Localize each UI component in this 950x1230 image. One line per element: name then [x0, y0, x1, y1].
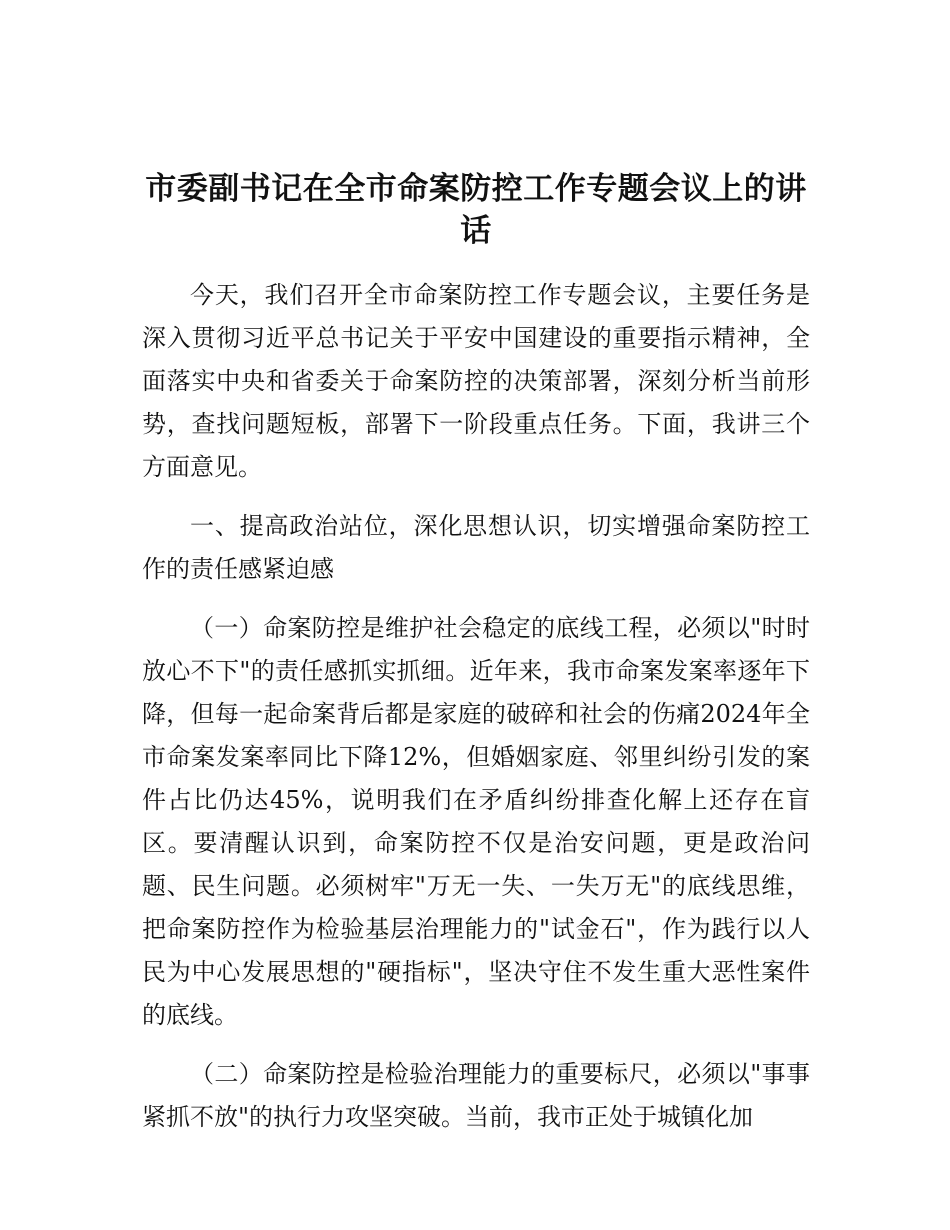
document-title: 市委副书记在全市命案防控工作专题会议上的讲话 — [145, 171, 807, 249]
section-heading-one: 一、提高政治站位，深化思想认识，切实增强命案防控工作的责任感紧迫感 — [142, 512, 810, 583]
paragraph-subsection-one: （一）命案防控是维护社会稳定的底线工程，必须以"时时放心不下"的责任感抓实抓细。近年来，我市命案发案率逐年下降，但每一起命案背后都是家庭的破碎和社会的伤痛2024年全市命案发案率同比下降12%，但婚姻家庭、邻里纠纷引发的案件占比仍达45%，说明我们在矛盾纠纷排查化解上还存在盲区。要清醒认识到，命案防控不仅是治安问题，更是政治问题、民生问题。必须树牢"万无一失、一失万无"的底线思维，把命案防控作为检验基层治理能力的"试金石"，作为践行以人民为中心发展思想的"硬指标"，坚决守住不发生重大恶性案件的底线。 — [142, 614, 810, 1029]
document-body — [142, 168, 810, 1155]
paragraph-subsection-two: （二）命案防控是检验治理能力的重要标尺，必须以"事事紧抓不放"的执行力攻坚突破。当前，我市正处于城镇化加 — [142, 1060, 810, 1131]
paragraph-intro: 今天，我们召开全市命案防控工作专题会议，主要任务是深入贯彻习近平总书记关于平安中国建设的重要指示精神，全面落实中央和省委关于命案防控的决策部署，深刻分析当前形势，查找问题短板，部署下一阶段重点任务。下面，我讲三个方面意见。 — [142, 281, 810, 481]
